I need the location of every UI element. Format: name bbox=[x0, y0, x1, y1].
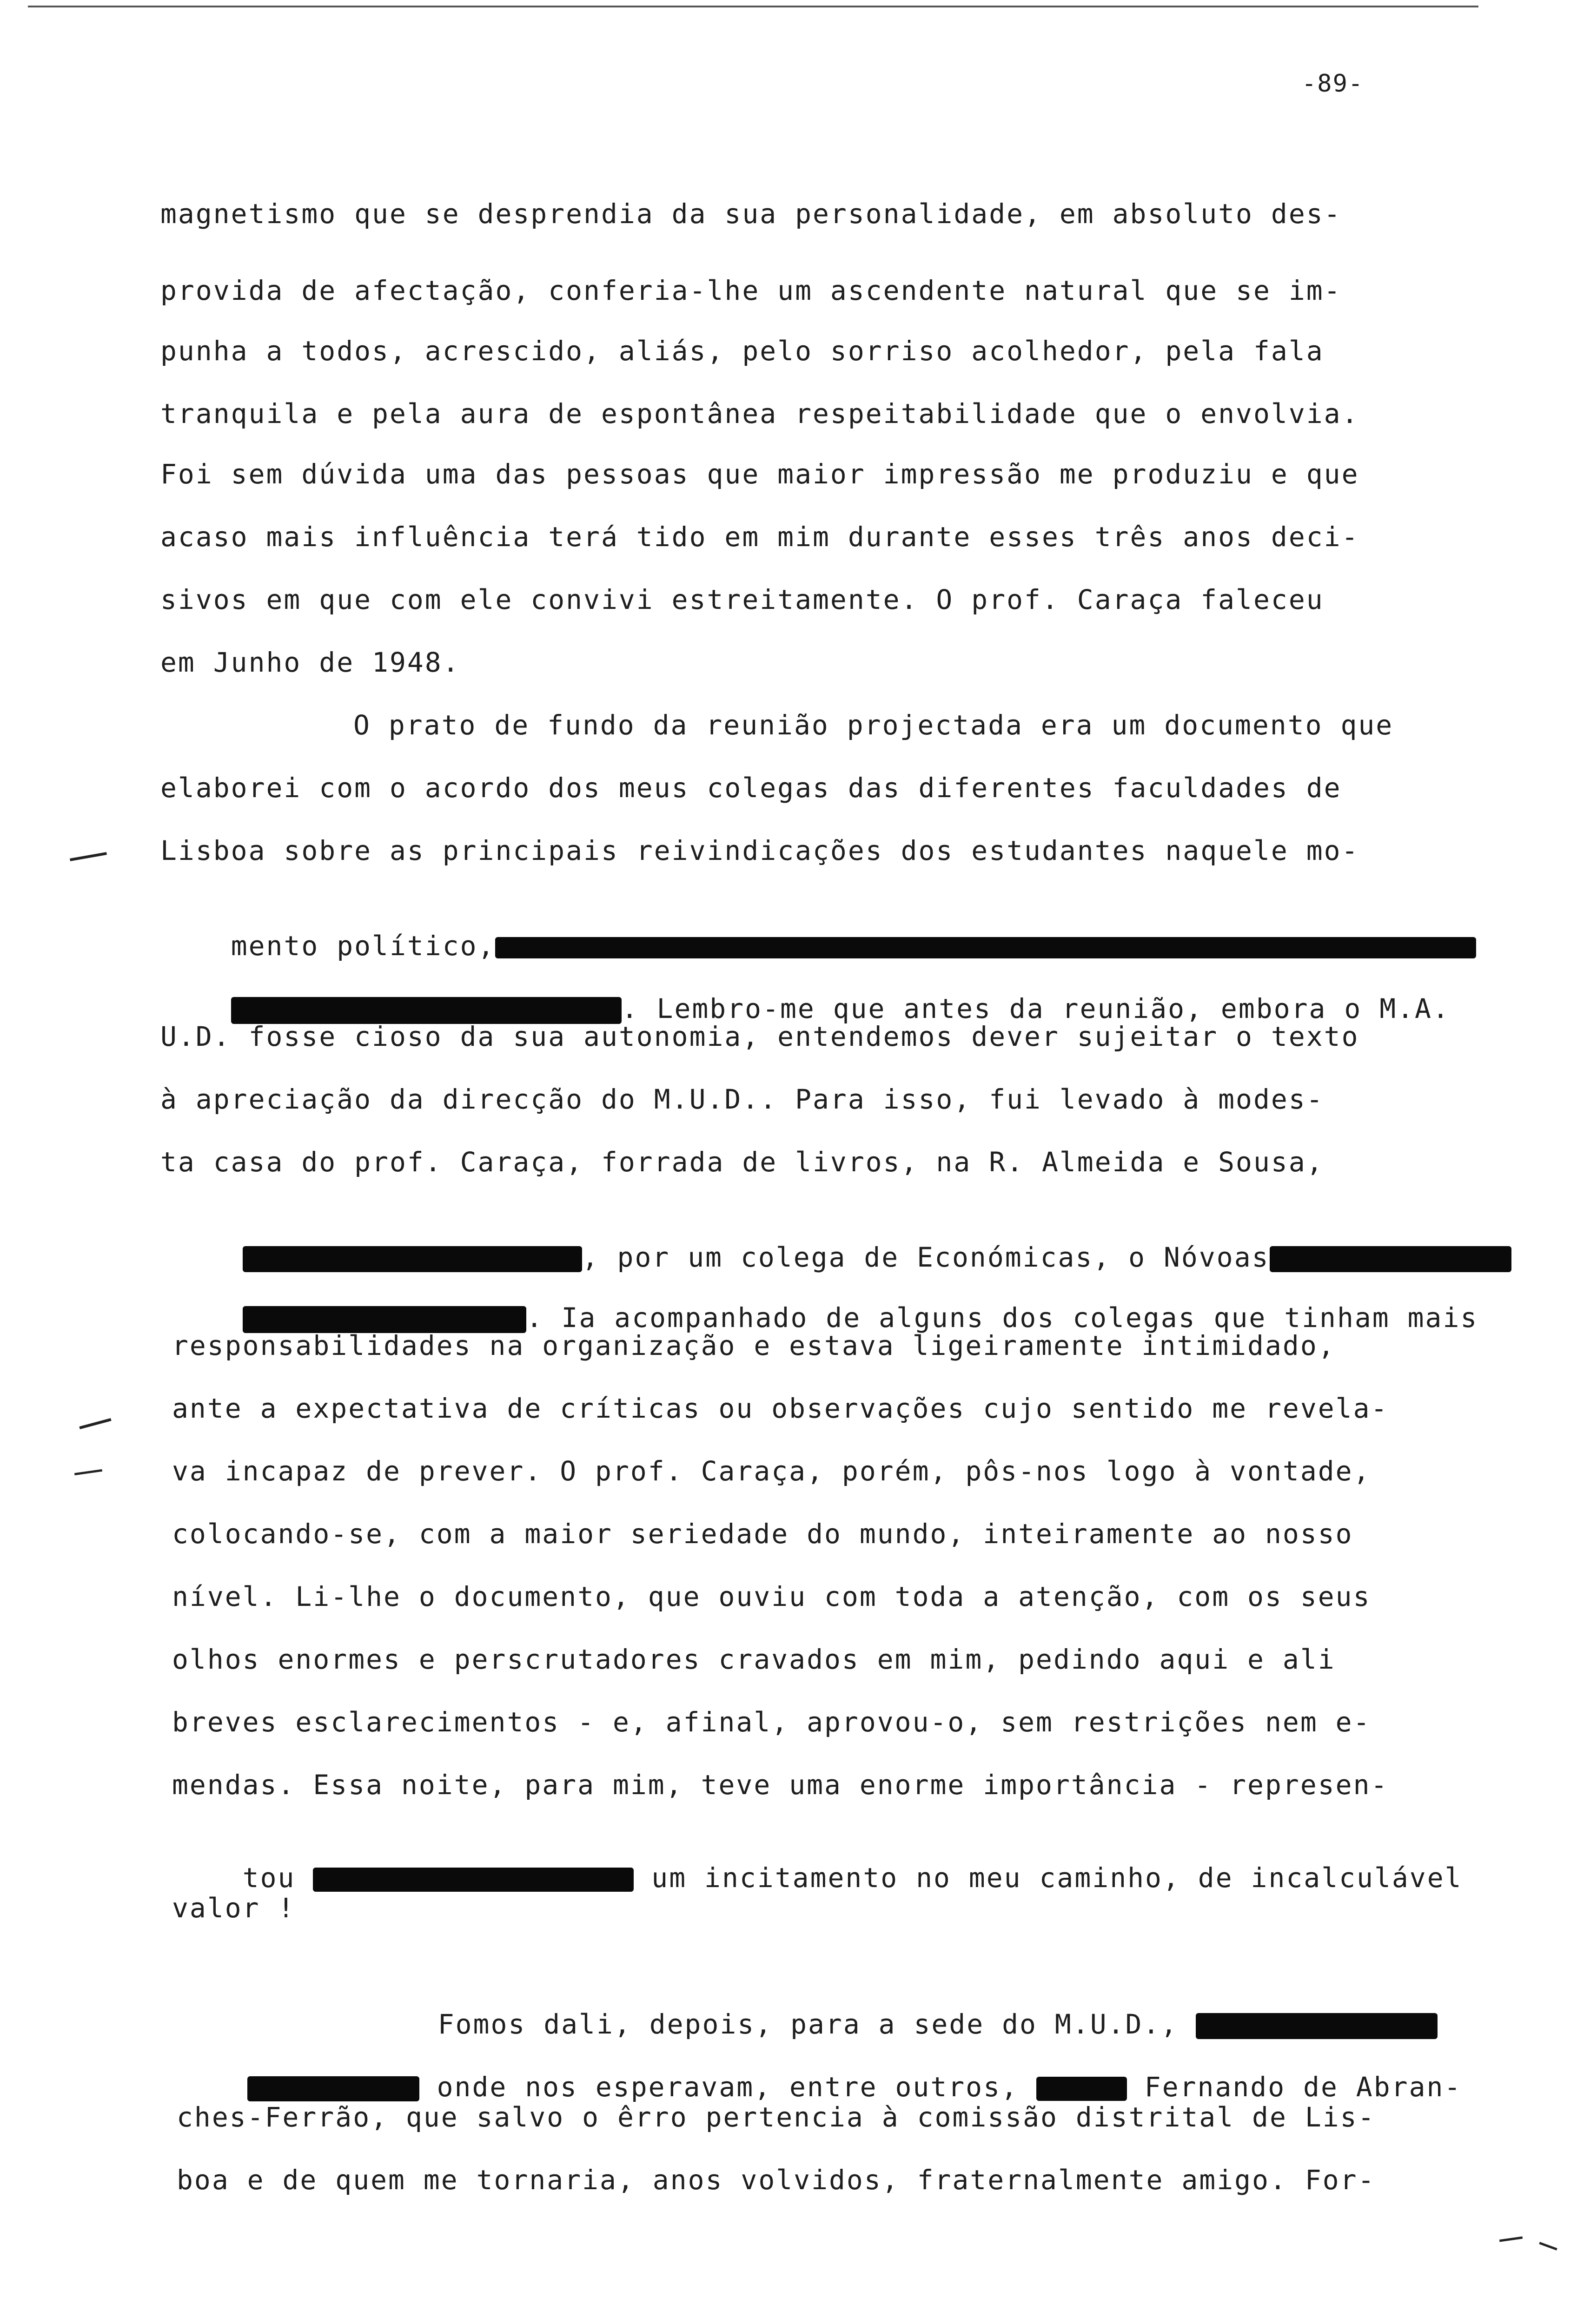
margin-mark bbox=[70, 852, 107, 861]
text-line: O prato de fundo da reunião projectada era um documento que bbox=[353, 709, 1394, 741]
top-rule bbox=[28, 6, 1478, 7]
line-text: Fernando de Abran- bbox=[1144, 2071, 1462, 2103]
text-line: magnetismo que se desprendia da sua personalidade, em absoluto des- bbox=[160, 198, 1342, 230]
text-line: valor ! bbox=[172, 1892, 296, 1924]
line-text: Fomos dali, depois, para a sede do M.U.D., bbox=[437, 2008, 1179, 2040]
line-text: . Ia acompanhado de alguns dos colegas que tinham mais bbox=[526, 1302, 1478, 1334]
text-line: sivos em que com ele convivi estreitamente. O prof. Caraça faleceu bbox=[160, 584, 1324, 615]
text-line: em Junho de 1948. bbox=[160, 647, 460, 678]
text-line: tranquila e pela aura de espontânea respeitabilidade que o envolvia. bbox=[160, 398, 1359, 429]
redaction-bar bbox=[247, 2076, 419, 2101]
text-line: nível. Li-lhe o documento, que ouviu com toda a atenção, com os seus bbox=[172, 1581, 1371, 1612]
redaction-bar bbox=[313, 1868, 634, 1892]
line-text: , por um colega de Económicas, o Nóvoas bbox=[582, 1241, 1270, 1273]
text-line: olhos enormes e perscrutadores cravados em mim, pedindo aqui e ali bbox=[172, 1644, 1336, 1675]
text-line: mendas. Essa noite, para mim, teve uma enorme importância - represen- bbox=[172, 1769, 1389, 1801]
line-text: . Lembro-me que antes da reunião, embora o M.A. bbox=[621, 993, 1450, 1024]
text-line: U.D. fosse cioso da sua autonomia, entendemos dever sujeitar o texto bbox=[160, 1021, 1359, 1052]
line-text: tou bbox=[242, 1862, 296, 1894]
text-line bbox=[172, 1829, 1463, 1927]
text-line: ante a expectativa de críticas ou observações cujo sentido me revela- bbox=[172, 1393, 1389, 1424]
redaction-bar bbox=[1036, 2077, 1127, 2101]
text-line: responsabilidades na organização e estava ligeiramente intimidado, bbox=[172, 1330, 1336, 1361]
text-line: breves esclarecimentos - e, afinal, aprovou-o, sem restrições nem e- bbox=[172, 1706, 1371, 1738]
margin-mark bbox=[1539, 2242, 1557, 2250]
margin-mark bbox=[74, 1469, 102, 1475]
text-line: Foi sem dúvida uma das pessoas que maior impressão me produziu e que bbox=[160, 458, 1359, 490]
text-line: boa e de quem me tornaria, anos volvidos, fraternalmente amigo. For- bbox=[177, 2164, 1376, 2196]
margin-mark bbox=[79, 1418, 111, 1429]
redaction-bar bbox=[1270, 1246, 1511, 1272]
text-line: ches-Ferrão, que salvo o êrro pertencia à comissão distrital de Lis- bbox=[177, 2101, 1376, 2133]
text-line: provida de afectação, conferia-lhe um ascendente natural que se im- bbox=[160, 275, 1342, 306]
margin-mark bbox=[1499, 2237, 1523, 2242]
line-text: onde nos esperavam, entre outros, bbox=[437, 2071, 1019, 2103]
text-line: à apreciação da direcção do M.U.D.. Para isso, fui levado à modes- bbox=[160, 1083, 1324, 1115]
redaction-bar bbox=[243, 1246, 582, 1272]
text-line: acaso mais influência terá tido em mim durante esses três anos deci- bbox=[160, 521, 1359, 553]
redaction-bar bbox=[1196, 2013, 1438, 2039]
page-number: -89- bbox=[1302, 70, 1364, 98]
text-line: Lisboa sobre as principais reivindicações dos estudantes naquele mo- bbox=[160, 835, 1359, 866]
text-line: punha a todos, acrescido, aliás, pelo sorriso acolhedor, pela fala bbox=[160, 335, 1324, 367]
line-text: mento político, bbox=[231, 930, 496, 962]
text-line: va incapaz de prever. O prof. Caraça, porém, pôs-nos logo à vontade, bbox=[172, 1455, 1371, 1487]
redaction-bar bbox=[495, 937, 1476, 958]
text-line: colocando-se, com a maior seriedade do mundo, inteiramente ao nosso bbox=[172, 1518, 1353, 1550]
line-text: um incitamento no meu caminho, de incalculável bbox=[651, 1862, 1463, 1894]
text-line: ta casa do prof. Caraça, forrada de livros, na R. Almeida e Sousa, bbox=[160, 1146, 1324, 1178]
text-line: elaborei com o acordo dos meus colegas das diferentes faculdades de bbox=[160, 772, 1342, 804]
